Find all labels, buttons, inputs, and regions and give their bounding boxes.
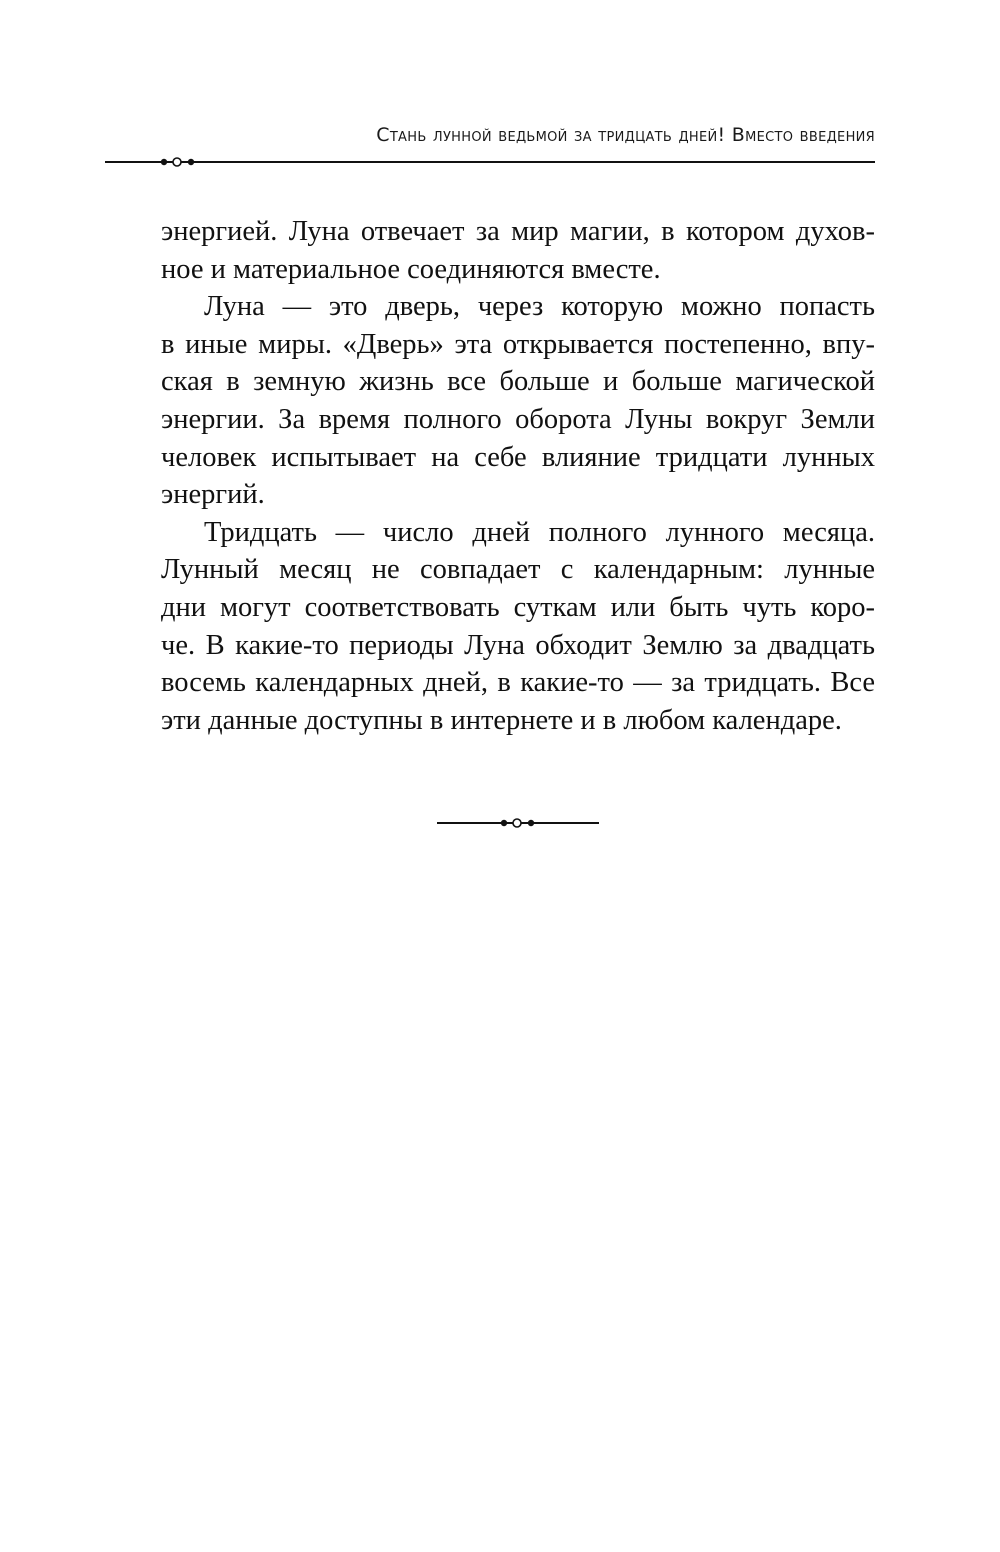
text-line: Тридцать — число дней полного лунного месяца. — [204, 516, 875, 548]
text-line: энергией. Луна отвечает за мир магии, в котором духов- — [161, 216, 875, 247]
running-header-title: Стань лунной ведьмой за тридцать дней! Вместо введения — [376, 124, 875, 146]
running-header — [105, 124, 875, 146]
section-end-ornament — [437, 815, 599, 831]
paragraph-1 — [161, 213, 875, 288]
text-line: энергии. За время полного оборота Луны вокруг Земли — [161, 403, 875, 435]
text-line: энергий. — [161, 479, 265, 511]
text-line: восемь календарных дней, в какие-то — за тридцать. Все — [161, 667, 875, 699]
text-line: че. В какие-то периоды Луна обходит Землю за двадцать — [161, 629, 875, 661]
end-ornament-center-ring — [513, 819, 521, 827]
text-line: эти данные доступны в интернете и в любом календаре. — [161, 704, 842, 736]
text-line: Лунный месяц не совпадает с календарным: лунные — [161, 554, 875, 586]
header-rule-ornament — [105, 154, 875, 170]
text-line: Луна — это дверь, через которую можно попасть — [204, 291, 875, 323]
header-rule-center-ring — [173, 158, 181, 166]
text-line: в иные миры. «Дверь» эта открывается постепенно, впу- — [161, 328, 875, 360]
text-line: дни могут соответствовать суткам или быть чуть коро- — [161, 591, 875, 623]
paragraph-2 — [161, 288, 875, 514]
text-line: человек испытывает на себе влияние тридцати лунных — [161, 441, 875, 473]
text-line: ное и материальное соединяются вместе. — [161, 253, 661, 285]
text-line: ская в земную жизнь все больше и больше магической — [161, 366, 875, 398]
paragraph-3 — [161, 514, 875, 740]
body-text — [161, 213, 875, 739]
